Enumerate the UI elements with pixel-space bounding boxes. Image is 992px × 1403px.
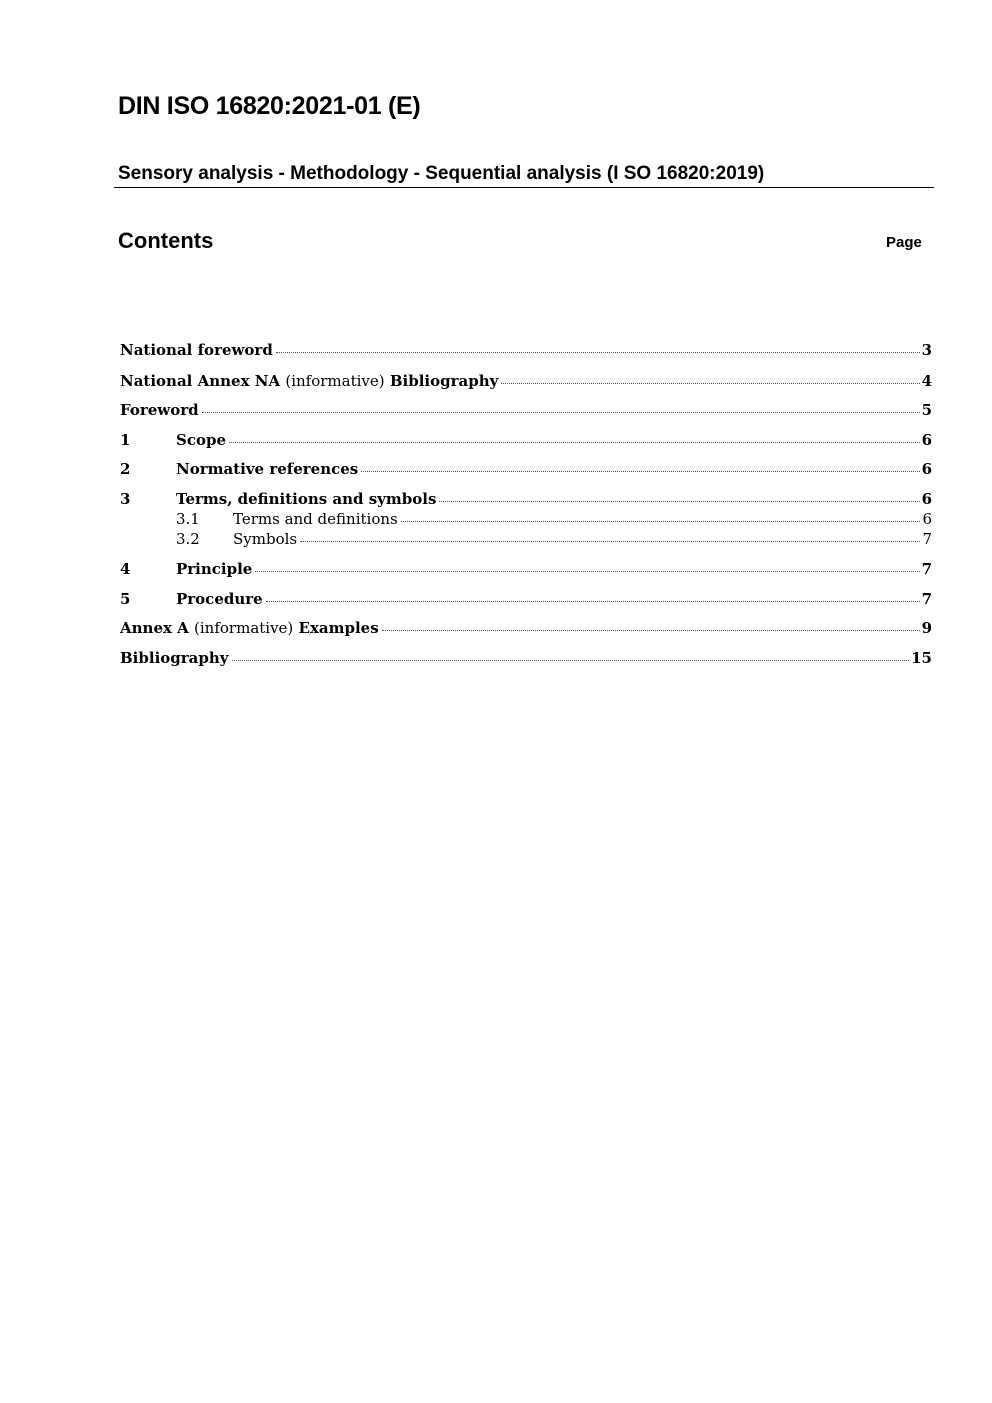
toc-section-number: 3.2 [176,530,200,548]
toc-page-number: 4 [921,372,932,390]
toc-dot-leader [439,501,919,502]
toc-dot-leader [361,471,919,472]
toc-entry-title-text: Annex A (informative) Examples [120,619,379,637]
toc-entry-title [120,618,379,638]
toc-page-number: 15 [911,649,932,667]
toc-page-number: 3 [921,341,932,359]
toc-section-number: 5 [120,590,131,608]
toc-entry-annex-a[interactable] [120,618,932,638]
document-title: DIN ISO 16820:2021-01 (E) [118,92,421,120]
toc-entry-title: Bibliography [120,649,229,667]
toc-entry-symbols[interactable] [120,529,932,549]
toc-dot-leader [382,630,920,631]
toc-page-number: 9 [921,619,932,637]
toc-entry-annex-qualifier: (informative) [194,619,294,637]
toc-entry-normative-references[interactable] [120,459,932,479]
toc-section-number: 3 [120,490,131,508]
toc-entry-bibliography[interactable] [120,648,932,668]
toc-page-number: 5 [921,401,932,419]
toc-page-number: 7 [921,560,932,578]
toc-entry-title: Procedure [176,590,263,608]
toc-page-number: 6 [921,431,932,449]
toc-entry-title: Principle [176,560,253,578]
page-column-heading: Page [886,234,922,251]
subtitle-divider [114,187,934,188]
toc-entry-terms-definitions-symbols[interactable] [120,489,932,509]
toc-entry-title: Terms, definitions and symbols [176,490,437,508]
toc-page-number: 6 [921,490,932,508]
toc-dot-leader [266,601,920,602]
toc-entry-scope[interactable] [120,430,932,450]
toc-dot-leader [401,521,921,522]
toc-section-number: 4 [120,560,131,578]
toc-entry-national-foreword[interactable] [120,340,932,360]
toc-dot-leader [501,383,919,384]
toc-section-number: 3.1 [176,510,200,528]
toc-entry-title: Symbols [233,530,298,548]
toc-dot-leader [202,412,920,413]
toc-entry-title-text: National Annex NA (informative) Bibliography [120,372,499,390]
toc-entry-title: Scope [176,431,227,449]
toc-dot-leader [255,571,919,572]
toc-dot-leader [229,442,920,443]
document-subtitle: Sensory analysis - Methodology - Sequential analysis (I SO 16820:2019) [118,163,765,184]
toc-entry-annex-qualifier: (informative) [285,372,385,390]
toc-dot-leader [232,660,910,661]
toc-page-number: 7 [922,530,932,548]
toc-entry-title: Normative references [176,460,359,478]
toc-section-number: 1 [120,431,131,449]
toc-page-number: 7 [921,590,932,608]
toc-entry-title: National foreword [120,341,273,359]
toc-entry-title [120,371,498,391]
toc-dot-leader [300,541,920,542]
toc-entry-title: Terms and definitions [233,510,398,528]
toc-entry-national-annex-na[interactable] [120,371,932,391]
toc-page-number: 6 [922,510,932,528]
toc-section-number: 2 [120,460,131,478]
toc-page-number: 6 [921,460,932,478]
toc-dot-leader [276,352,920,353]
toc-entry-procedure[interactable] [120,589,932,609]
toc-entry-foreword[interactable] [120,400,932,420]
contents-heading: Contents [118,228,214,253]
toc-entry-principle[interactable] [120,559,932,579]
toc-entry-terms-and-definitions[interactable] [120,509,932,529]
toc-entry-title: Foreword [120,401,199,419]
